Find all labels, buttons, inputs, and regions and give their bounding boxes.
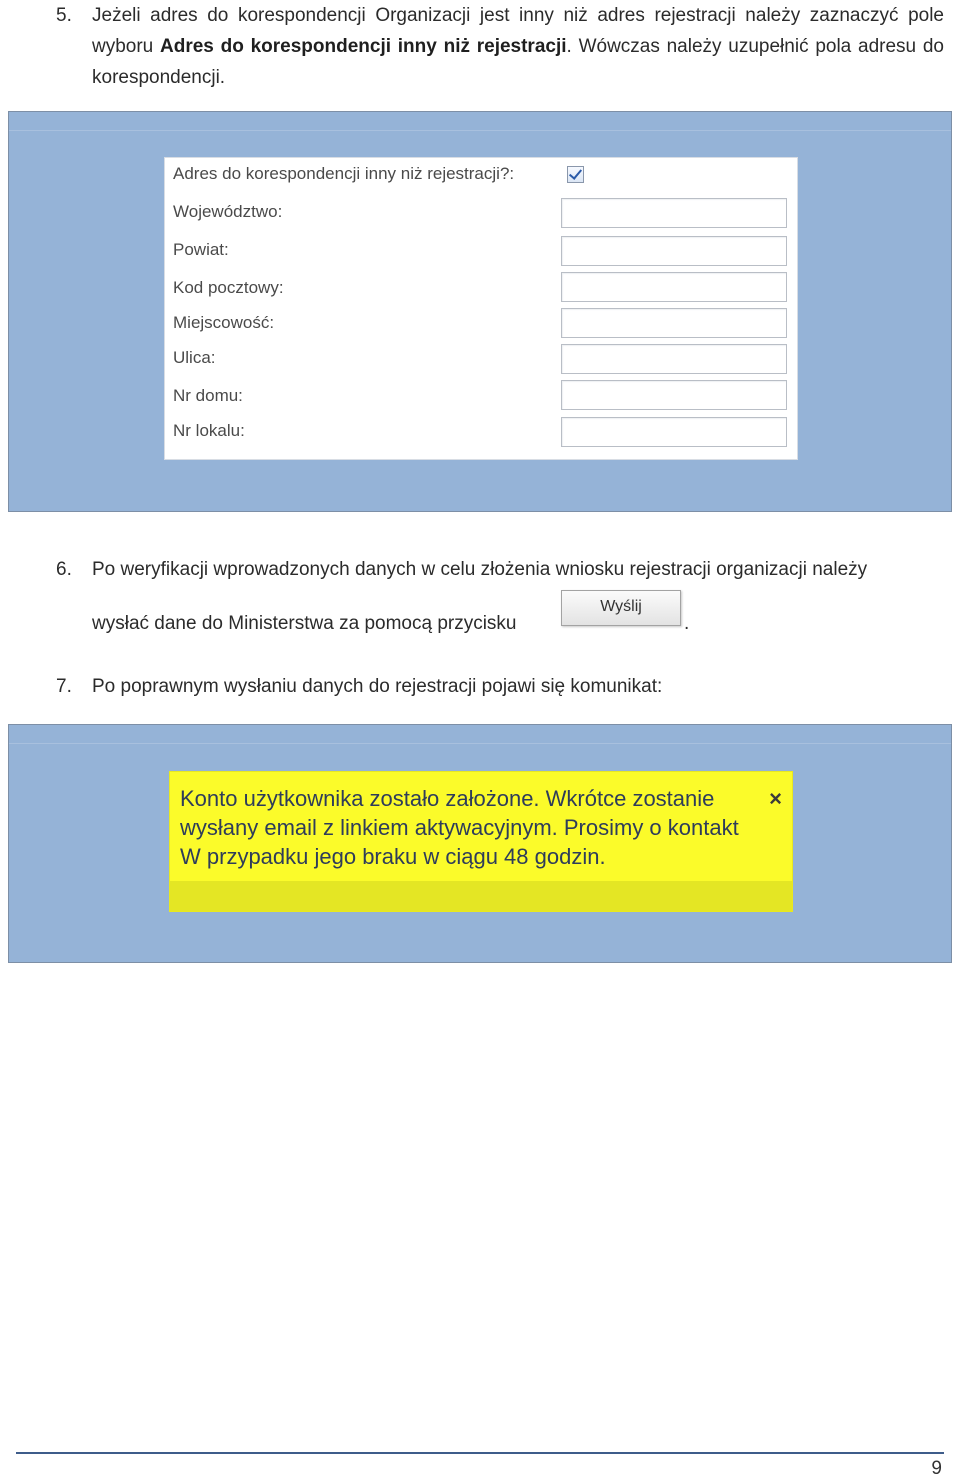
footer-divider xyxy=(16,1452,944,1454)
step-text: Po poprawnym wysłaniu danych do rejestracji pojawi się komunikat: xyxy=(92,676,663,697)
send-button[interactable]: Wyślij xyxy=(561,590,681,626)
form-screenshot-panel xyxy=(8,111,952,512)
success-notice xyxy=(169,771,793,912)
field-label-nr-domu: Nr domu: xyxy=(173,386,243,405)
page-number: 9 xyxy=(931,1458,942,1479)
field-label-kod-pocztowy: Kod pocztowy: xyxy=(173,278,284,297)
step-number: 6. xyxy=(56,559,72,580)
step-text-line2: wysłać dane do Ministerstwa za pomocą przycisku xyxy=(92,613,517,634)
correspondence-checkbox[interactable] xyxy=(567,166,584,183)
step-text: Jeżeli adres do korespondencji Organizacji jest inny niż adres rejestracji należy zaznaczyć pole wyboru Adres do korespondencji inny niż rejestracji. Wówczas należy uzupełnić pola adresu do korespondencji. xyxy=(92,5,944,88)
nr-domu-input[interactable] xyxy=(561,380,787,410)
step-number: 7. xyxy=(56,676,72,697)
step-number: 5. xyxy=(56,5,72,26)
nr-lokalu-input[interactable] xyxy=(561,417,787,447)
field-label-miejscowosc: Miejscowość: xyxy=(173,313,275,332)
wojewodztwo-input[interactable] xyxy=(561,198,787,228)
step-6-period: . xyxy=(684,613,690,634)
notice-screenshot-panel xyxy=(8,724,952,963)
miejscowosc-input[interactable] xyxy=(561,308,787,338)
kod-pocztowy-input[interactable] xyxy=(561,272,787,302)
field-label-powiat: Powiat: xyxy=(173,240,229,259)
checkbox-label: Adres do korespondencji inny niż rejestracji?: xyxy=(173,164,515,183)
close-icon[interactable]: × xyxy=(769,786,782,811)
powiat-input[interactable] xyxy=(561,236,787,266)
correspondence-address-form xyxy=(164,157,798,460)
field-label-ulica: Ulica: xyxy=(173,348,216,367)
field-label-wojewodztwo: Województwo: xyxy=(173,202,283,221)
field-label-nr-lokalu: Nr lokalu: xyxy=(173,421,245,440)
notice-message: Konto użytkownika zostało założone. Wkrótce zostanie wysłany email z linkiem aktywacyjnym. Prosimy o kontakt W przypadku jego braku w ciągu 48 godzin. xyxy=(180,786,739,869)
ulica-input[interactable] xyxy=(561,344,787,374)
step-text-line1: Po weryfikacji wprowadzonych danych w celu złożenia wniosku rejestracji organizacji należy xyxy=(92,559,868,580)
bold-option-name: Adres do korespondencji inny niż rejestracji xyxy=(160,36,567,57)
